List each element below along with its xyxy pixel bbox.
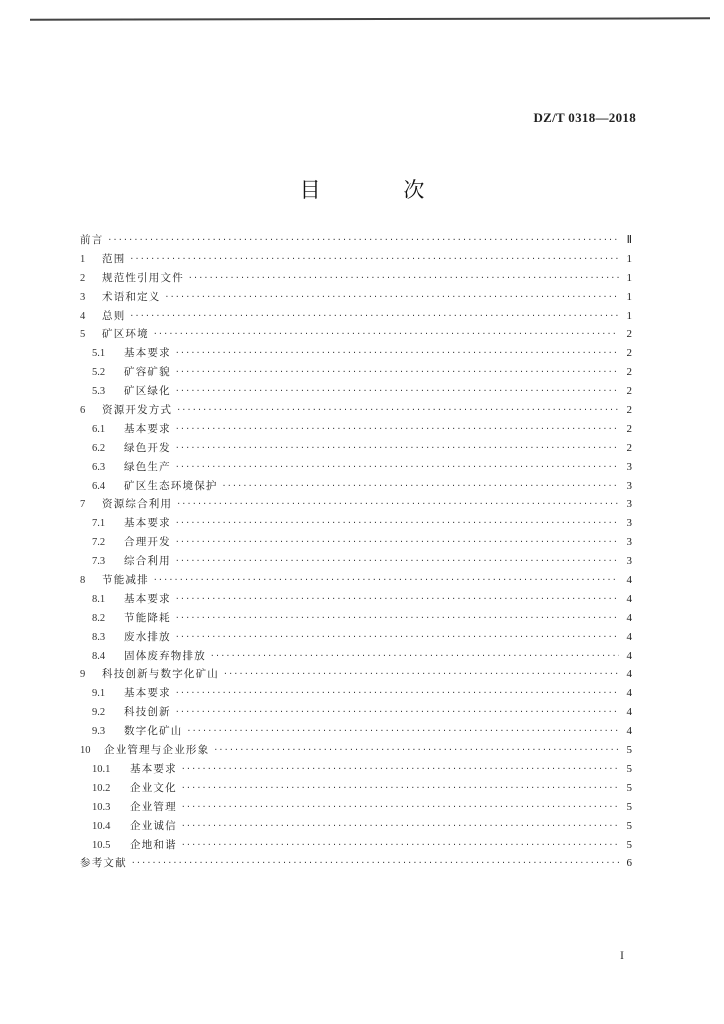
toc-entry-page: 3 [626,498,632,511]
toc-entry-number: 7.2 [92,537,106,549]
toc-entry-page: Ⅱ [626,234,632,246]
toc-entry[interactable] [80,420,632,439]
toc-entry-number: 8.4 [92,650,106,662]
toc-entry[interactable] [80,590,632,609]
toc-entry-title: 总则 [102,309,126,322]
toc-entry[interactable] [80,439,632,458]
toc-entry-title: 规范性引用文件 [102,271,184,284]
toc-leader-dots [181,817,619,836]
toc-entry-number: 10.2 [92,782,111,794]
toc-leader-dots [175,363,619,382]
toc-entry-page: 5 [626,781,632,794]
toc-entry-page: 3 [626,517,632,530]
toc-entry-page: 5 [626,744,632,757]
toc-entry-title: 科技创新 [124,706,171,719]
toc-entry-title: 参考文献 [80,857,127,870]
toc-leader-dots [175,590,619,609]
toc-entry-page: 3 [626,460,632,473]
toc-entry[interactable] [80,514,632,533]
toc-entry-title: 矿容矿貌 [124,366,171,379]
toc-entry-page: 1 [626,290,632,303]
toc-leader-dots [213,741,619,760]
toc-entry-number: 9.3 [92,726,106,738]
toc-leader-dots [165,288,620,307]
toc-entry-title: 企业诚信 [130,819,177,832]
toc-entry[interactable] [80,571,632,590]
toc-leader-dots [188,269,619,288]
toc-entry[interactable] [80,401,632,420]
toc-entry[interactable] [80,363,632,382]
toc-entry-title: 基本要求 [124,422,171,435]
toc-leader-dots [176,401,619,420]
toc-entry[interactable] [80,628,632,647]
toc-entry-title: 固体废弃物排放 [124,649,206,662]
toc-leader-dots [181,779,619,798]
toc-entry-page: 4 [626,668,632,681]
toc-entry-title: 基本要求 [130,762,177,775]
toc-entry[interactable] [80,703,632,722]
toc-leader-dots [181,798,619,817]
toc-entry-number: 6.2 [92,442,106,454]
toc-entry[interactable] [80,477,632,496]
toc-entry-title: 合理开发 [124,536,171,549]
toc-entry-title: 企地和谐 [130,838,177,851]
toc-entry-page: 2 [626,347,632,360]
toc-entry[interactable] [80,288,632,307]
toc-entry[interactable] [80,779,632,798]
toc-entry-page: 1 [626,252,632,265]
toc-title: 目 次 [299,178,463,202]
toc-leader-dots [153,325,619,344]
toc-entry-number: 10.3 [92,801,111,813]
toc-entry-number: 6.3 [92,461,106,473]
header-rule [30,17,710,20]
toc-entry-title: 科技创新与数字化矿山 [102,668,219,681]
toc-entry-title: 基本要求 [124,687,171,700]
toc-entry[interactable] [80,250,632,269]
toc-entry-number: 1 [80,253,86,265]
toc-entry[interactable] [80,741,632,760]
toc-entry-page: 4 [626,630,632,643]
toc-entry-page: 2 [626,404,632,417]
toc-entry-page: 4 [626,706,632,719]
toc-entry[interactable] [80,495,632,514]
toc-entry[interactable] [80,269,632,288]
toc-entry-number: 5.1 [92,348,106,360]
toc-entry-title: 企业文化 [130,781,177,794]
toc-entry[interactable] [80,665,632,684]
toc-entry-page: 5 [626,819,632,832]
toc-leader-dots [210,647,619,666]
toc-entry-number: 6.4 [92,480,106,492]
toc-entry-page: 4 [626,611,632,624]
toc-entry-number: 10 [80,745,91,757]
toc-entry-title: 矿区生态环境保护 [124,479,218,492]
table-of-contents [80,231,632,873]
toc-entry-page: 1 [626,271,632,284]
toc-entry[interactable] [80,817,632,836]
toc-entry[interactable] [80,760,632,779]
toc-entry[interactable] [80,325,632,344]
toc-entry[interactable] [80,836,632,855]
toc-leader-dots [175,552,619,571]
toc-entry-number: 8.1 [92,593,106,605]
toc-entry[interactable] [80,647,632,666]
toc-entry-number: 6.1 [92,423,106,435]
toc-entry-title: 范围 [102,252,126,265]
toc-entry-number: 9 [80,669,86,681]
toc-leader-dots [107,231,619,250]
toc-entry-number: 6 [80,405,86,417]
toc-leader-dots [176,495,619,514]
toc-entry[interactable] [80,231,632,250]
toc-entry-number: 9.2 [92,707,106,719]
toc-entry[interactable] [80,798,632,817]
toc-entry-page: 4 [626,687,632,700]
toc-entry-page: 2 [626,385,632,398]
toc-leader-dots [175,684,619,703]
toc-entry-page: 2 [626,328,632,341]
toc-entry-page: 4 [626,574,632,587]
toc-entry[interactable] [80,458,632,477]
toc-entry-page: 2 [626,366,632,379]
toc-entry-number: 7 [80,499,86,511]
toc-entry-title: 资源开发方式 [102,404,173,417]
toc-entry-page: 6 [626,857,632,870]
toc-leader-dots [175,344,619,363]
toc-leader-dots [187,722,620,741]
toc-entry-number: 10.4 [92,820,111,832]
toc-leader-dots [175,514,619,533]
toc-leader-dots [175,609,619,628]
toc-entry-page: 5 [626,762,632,775]
toc-entry-title: 矿区绿化 [124,385,171,398]
toc-entry[interactable] [80,307,632,326]
toc-leader-dots [129,307,619,326]
toc-entry-title: 矿区环境 [102,328,149,341]
toc-leader-dots [175,439,619,458]
toc-entry-title: 术语和定义 [102,290,161,303]
toc-entry-number: 9.1 [92,688,106,700]
toc-entry-page: 4 [626,592,632,605]
toc-leader-dots [153,571,619,590]
toc-entry-number: 8.3 [92,631,106,643]
toc-entry[interactable] [80,722,632,741]
toc-leader-dots [175,420,619,439]
toc-entry[interactable] [80,533,632,552]
toc-entry-title: 企业管理 [130,800,177,813]
toc-entry-title: 废水排放 [124,630,171,643]
toc-leader-dots [175,628,619,647]
toc-entry-title: 基本要求 [124,517,171,530]
toc-entry-title: 前言 [80,234,104,246]
toc-entry-number: 7.1 [92,518,106,530]
toc-entry-page: 1 [626,309,632,322]
toc-entry-page: 5 [626,800,632,813]
toc-entry-title: 节能减排 [102,574,149,587]
toc-entry[interactable] [80,344,632,363]
toc-leader-dots [129,250,619,269]
toc-entry-number: 7.3 [92,556,106,568]
toc-entry-page: 2 [626,422,632,435]
toc-leader-dots [181,760,619,779]
toc-entry-page: 3 [626,479,632,492]
toc-leader-dots [175,703,619,722]
toc-entry-number: 10.1 [92,763,111,775]
toc-entry-number: 8 [80,575,86,587]
toc-entry-number: 4 [80,310,86,322]
toc-entry-page: 2 [626,441,632,454]
toc-entry-number: 5 [80,329,86,341]
toc-entry-title: 企业管理与企业形象 [104,744,210,757]
document-code: DZ/T 0318—2018 [533,110,636,125]
toc-leader-dots [175,458,619,477]
toc-entry[interactable] [80,382,632,401]
toc-entry-number: 5.2 [92,367,106,379]
toc-entry-number: 8.2 [92,612,106,624]
toc-entry-title: 绿色生产 [124,460,171,473]
toc-entry-title: 绿色开发 [124,441,171,454]
toc-entry[interactable] [80,684,632,703]
toc-entry[interactable] [80,854,632,873]
toc-entry-page: 4 [626,725,632,738]
toc-entry[interactable] [80,609,632,628]
toc-entry-title: 综合利用 [124,555,171,568]
toc-entry-number: 3 [80,291,86,303]
toc-entry-page: 4 [626,649,632,662]
toc-leader-dots [222,477,619,496]
toc-entry-title: 基本要求 [124,347,171,360]
toc-entry-title: 资源综合利用 [102,498,173,511]
toc-leader-dots [181,836,619,855]
toc-entry[interactable] [80,552,632,571]
toc-entry-number: 5.3 [92,386,106,398]
toc-entry-page: 3 [626,536,632,549]
toc-entry-title: 数字化矿山 [124,725,183,738]
toc-leader-dots [175,382,619,401]
toc-leader-dots [131,854,619,873]
page-number: I [620,948,624,962]
toc-entry-page: 3 [626,555,632,568]
toc-entry-number: 10.5 [92,839,111,851]
toc-leader-dots [175,533,619,552]
toc-entry-title: 节能降耗 [124,611,171,624]
toc-leader-dots [223,665,619,684]
toc-entry-page: 5 [626,838,632,851]
toc-entry-title: 基本要求 [124,592,171,605]
toc-entry-number: 2 [80,272,86,284]
